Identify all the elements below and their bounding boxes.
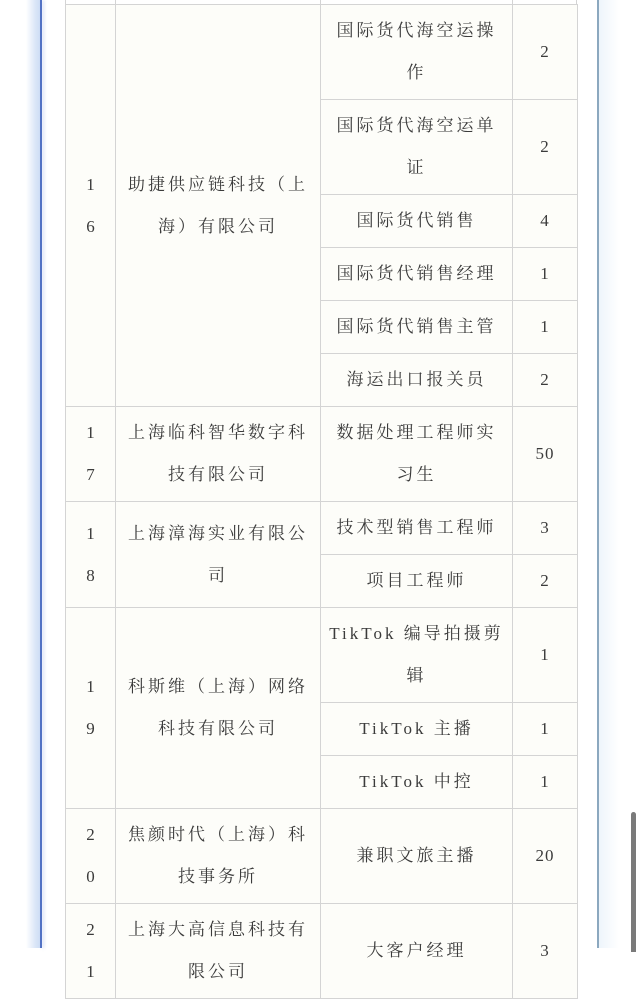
position-title-cell: 国际货代海空运操作	[321, 5, 513, 100]
serial-number: 21	[86, 920, 95, 981]
serial-number-cell	[66, 904, 116, 999]
company-name-cell: 科斯维（上海）网络科技有限公司	[116, 608, 321, 809]
headcount-cell: 2	[513, 354, 578, 407]
position-title-cell: TikTok 中控	[321, 756, 513, 809]
table-top-edge	[65, 0, 577, 4]
position-title-cell: 大客户经理	[321, 904, 513, 999]
scrollbar-thumb[interactable]	[631, 812, 636, 952]
headcount-cell: 20	[513, 809, 578, 904]
table-row	[66, 5, 578, 100]
company-name-cell: 上海大高信息科技有限公司	[116, 904, 321, 999]
company-name-cell: 上海临科智华数字科技有限公司	[116, 407, 321, 502]
page-edge-gradient-left	[26, 0, 40, 948]
serial-number: 16	[86, 174, 95, 236]
position-title-cell: 海运出口报关员	[321, 354, 513, 407]
headcount-cell: 1	[513, 703, 578, 756]
position-title-cell: 国际货代海空运单证	[321, 100, 513, 195]
serial-number-cell	[66, 809, 116, 904]
position-title-cell: 国际货代销售经理	[321, 248, 513, 301]
position-title-cell: 技术型销售工程师	[321, 502, 513, 555]
company-name-cell: 焦颜时代（上海）科技事务所	[116, 809, 321, 904]
headcount-cell: 1	[513, 756, 578, 809]
headcount-cell: 1	[513, 248, 578, 301]
table-body	[66, 5, 578, 999]
page-edge-line-left	[40, 0, 42, 948]
serial-number: 19	[86, 677, 95, 738]
position-title-cell: TikTok 编导拍摄剪辑	[321, 608, 513, 703]
headcount-cell: 4	[513, 195, 578, 248]
company-name-cell: 上海漳海实业有限公司	[116, 502, 321, 608]
serial-number-cell	[66, 407, 116, 502]
headcount-cell: 50	[513, 407, 578, 502]
page-edge-gradient-right	[599, 0, 619, 948]
table-row	[66, 407, 578, 502]
position-title-cell: 项目工程师	[321, 555, 513, 608]
position-title-cell: 兼职文旅主播	[321, 809, 513, 904]
headcount-cell: 2	[513, 5, 578, 100]
table-row	[66, 904, 578, 999]
headcount-cell: 1	[513, 608, 578, 703]
serial-number: 20	[86, 825, 95, 886]
headcount-cell: 1	[513, 301, 578, 354]
serial-number-cell	[66, 502, 116, 608]
serial-number-cell	[66, 5, 116, 407]
headcount-cell: 2	[513, 100, 578, 195]
headcount-cell: 2	[513, 555, 578, 608]
serial-number: 18	[86, 523, 95, 585]
table-row	[66, 502, 578, 555]
position-title-cell: 数据处理工程师实习生	[321, 407, 513, 502]
position-title-cell: 国际货代销售	[321, 195, 513, 248]
serial-number-cell	[66, 608, 116, 809]
company-name-cell: 助捷供应链科技（上海）有限公司	[116, 5, 321, 407]
headcount-cell: 3	[513, 502, 578, 555]
table-row	[66, 608, 578, 703]
company-positions-table	[65, 4, 578, 999]
recruitment-table	[65, 0, 577, 999]
position-title-cell: 国际货代销售主管	[321, 301, 513, 354]
position-title-cell: TikTok 主播	[321, 703, 513, 756]
table-row	[66, 809, 578, 904]
serial-number: 17	[86, 423, 95, 484]
headcount-cell: 3	[513, 904, 578, 999]
